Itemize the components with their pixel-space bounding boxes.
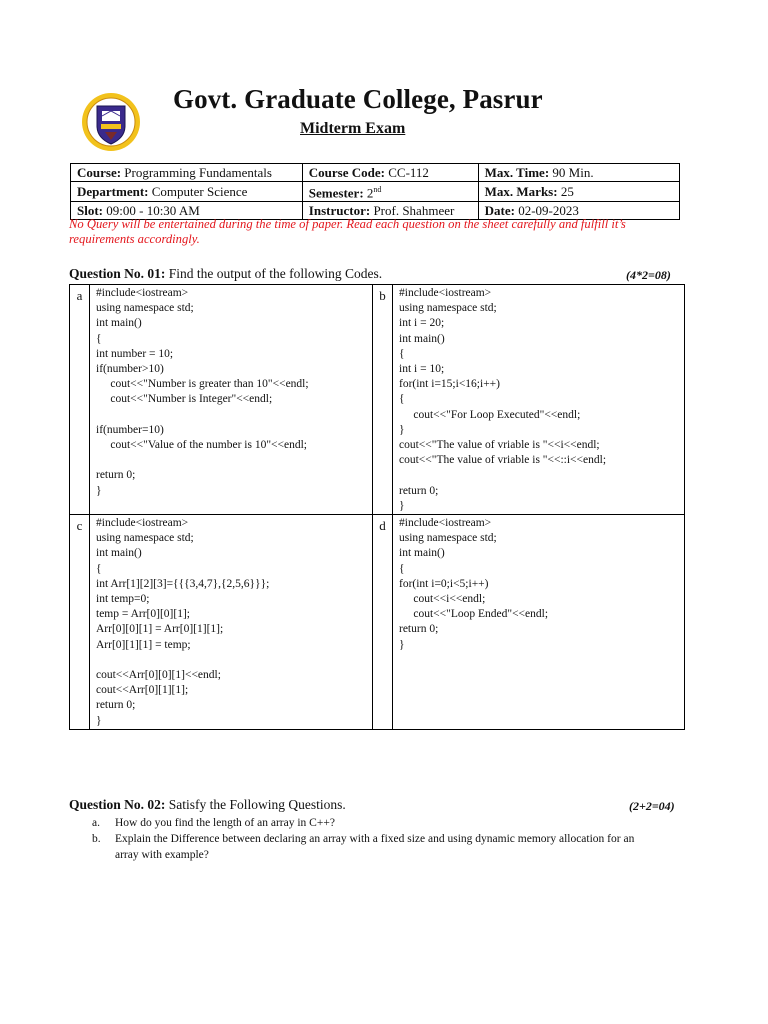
code-line: return 0; [96,699,136,712]
code-line: { [399,347,405,360]
code-line: cout<<i<<endl; [399,593,486,606]
code-table [69,284,685,730]
info-cell: Instructor: Prof. Shahmeer [302,202,478,220]
info-cell: Course Code: CC-112 [302,164,478,182]
code-line: cout<<"The value of vriable is "<<i<<endl; [399,439,600,452]
code-line [399,468,684,483]
college-crest-logo [80,92,142,154]
code-cell-a [90,285,373,515]
code-line: } [96,714,102,727]
code-label: d [373,515,393,730]
code-line: int main() [96,317,142,330]
code-line: temp = Arr[0][0][1]; [96,608,190,621]
code-row [70,285,685,515]
code-line: } [399,423,405,436]
code-line: cout<<"Number is greater than 10"<<endl; [96,378,309,391]
code-line: Arr[0][1][1] = temp; [96,638,191,651]
exam-info-table [70,163,680,220]
code-line: int main() [399,332,445,345]
info-cell: Semester: 2nd [302,182,478,202]
code-cell-c [90,515,373,730]
code-line: cout<<Arr[0][0][1]<<endl; [96,669,221,682]
question-2-marks: (2+2=04) [629,799,675,813]
code-cell-b [393,285,685,515]
code-line: Arr[0][0][1] = Arr[0][1][1]; [96,623,224,636]
exam-notice: No Query will be entertained during the time of paper. Read each question on the sheet carefully and fulfill it’s requirements accordingly. [69,217,626,246]
info-cell: Max. Time: 90 Min. [478,164,679,182]
code-line: int main() [96,547,142,560]
code-line: } [399,638,405,651]
code-line: if(number>10) [96,363,164,376]
code-line: int temp=0; [96,593,150,606]
code-label: c [70,515,90,730]
code-line: { [96,332,102,345]
code-label: a [70,285,90,515]
code-line: { [399,393,405,406]
code-line: int i = 10; [399,363,445,376]
code-line: cout<<Arr[0][1][1]; [96,684,189,697]
code-line: return 0; [399,623,439,636]
info-cell: Course: Programming Fundamentals [71,164,303,182]
code-cell-d [393,515,685,730]
code-line: cout<<"Number is Integer"<<endl; [96,393,273,406]
exam-title: Midterm Exam [300,120,406,137]
code-line [96,653,372,668]
code-row [70,515,685,730]
code-line: int i = 20; [399,317,445,330]
code-label: b [373,285,393,515]
info-cell: Slot: 09:00 - 10:30 AM [71,202,303,220]
code-line: int Arr[1][2][3]={{{3,4,7},{2,5,6}}}; [96,577,270,590]
code-line: for(int i=15;i<16;i++) [399,378,501,391]
college-name: Govt. Graduate College, Pasrur [173,84,543,114]
code-line: for(int i=0;i<5;i++) [399,577,489,590]
code-line: cout<<"Loop Ended"<<endl; [399,608,549,621]
info-row [71,164,680,182]
info-cell: Max. Marks: 25 [478,182,679,202]
code-line: #include<iostream> [96,517,189,530]
question-1-marks: (4*2=08) [626,268,671,282]
code-line: int main() [399,547,445,560]
code-line: #include<iostream> [399,287,492,299]
question-2-heading: Question No. 02: Satisfy the Following Questions. [69,797,346,812]
code-line: } [399,499,405,512]
info-cell: Department: Computer Science [71,182,303,202]
code-line: #include<iostream> [96,287,189,299]
code-line: using namespace std; [399,302,497,315]
code-line: #include<iostream> [399,517,492,530]
code-line: using namespace std; [96,532,194,545]
code-line: return 0; [399,484,439,497]
code-line [96,453,372,468]
code-line: using namespace std; [96,302,194,315]
question-1-heading: Question No. 01: Find the output of the following Codes. [69,266,383,281]
code-line: cout<<"The value of vriable is "<<::i<<endl; [399,454,607,467]
code-line: using namespace std; [399,532,497,545]
info-cell: Date: 02-09-2023 [478,202,679,220]
code-line: { [399,562,405,575]
code-line: return 0; [96,469,136,482]
code-line: cout<<"Value of the number is 10"<<endl; [96,439,307,452]
info-row [71,182,680,202]
code-line: } [96,484,102,497]
code-line: if(number=10) [96,423,164,436]
code-line: { [96,562,102,575]
code-line: cout<<"For Loop Executed"<<endl; [399,408,581,421]
code-line [96,408,372,423]
code-line: int number = 10; [96,347,174,360]
